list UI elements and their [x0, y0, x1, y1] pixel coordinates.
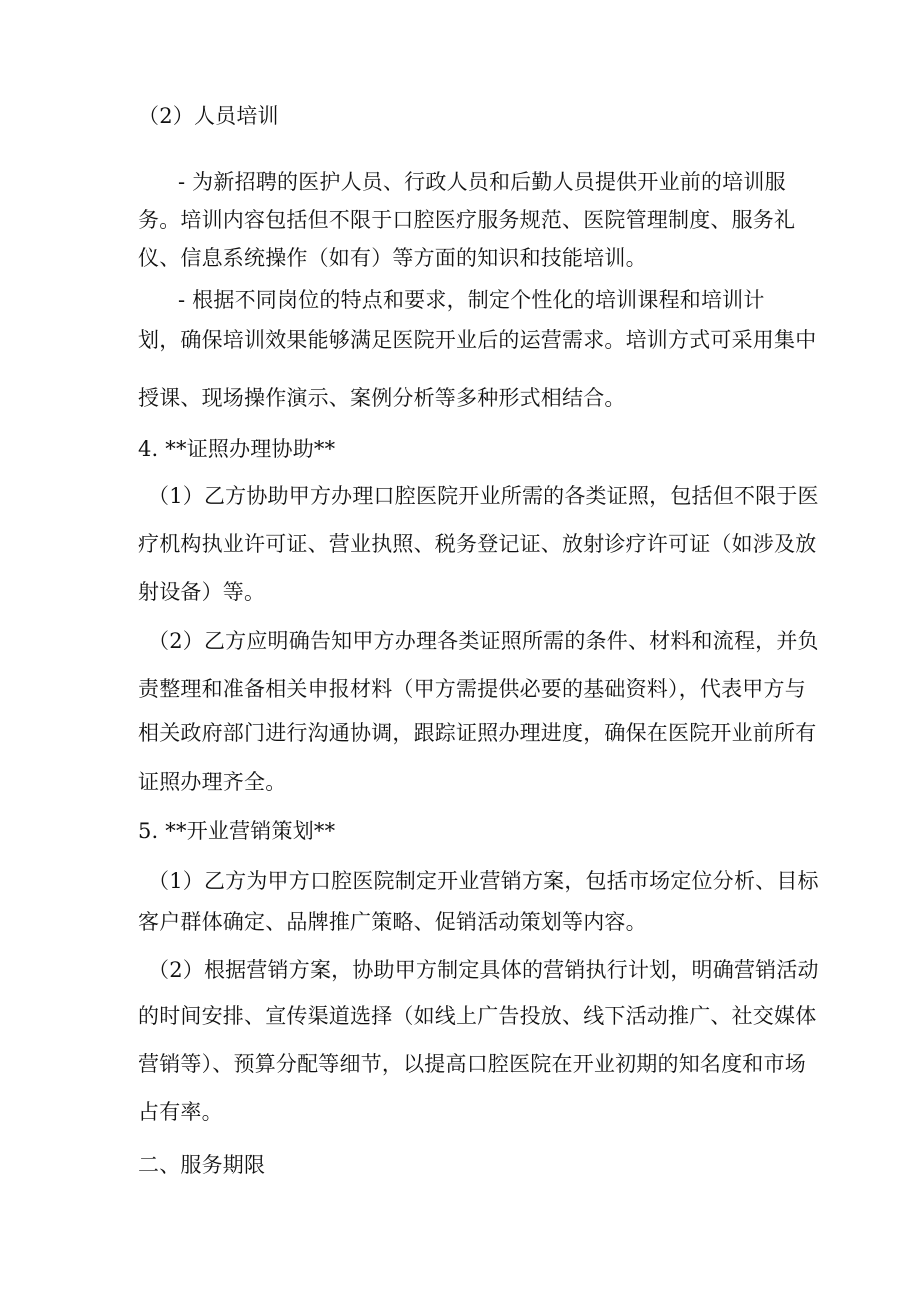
paragraph-line: 仪、信息系统操作（如有）等方面的知识和技能培训。 [138, 246, 647, 270]
paragraph-line: 占有率。 [138, 1100, 223, 1124]
paragraph-line: 营销等）、预算分配等细节，以提高口腔医院在开业初期的知名度和市场 [138, 1052, 806, 1076]
paragraph-line: （2）乙方应明确告知甲方办理各类证照所需的条件、材料和流程，并负 [148, 629, 819, 653]
paragraph-line: 的时间安排、宣传渠道选择（如线上广告投放、线下活动推广、社交媒体 [138, 1004, 817, 1028]
paragraph-line: （1）乙方协助甲方办理口腔医院开业所需的各类证照，包括但不限于医 [148, 484, 819, 508]
paragraph-line: - 根据不同岗位的特点和要求，制定个性化的培训课程和培训计 [178, 288, 765, 312]
section-heading-service-term: 二、服务期限 [138, 1153, 266, 1177]
paragraph-line: 务。培训内容包括但不限于口腔医疗服务规范、医院管理制度、服务礼 [138, 208, 796, 232]
paragraph-line: 划，确保培训效果能够满足医院开业后的运营需求。培训方式可采用集中 [138, 328, 817, 352]
section-heading-opening-marketing: 5. **开业营销策划** [138, 819, 336, 843]
paragraph-line: 射设备）等。 [138, 580, 266, 604]
paragraph-line: （1）乙方为甲方口腔医院制定开业营销方案，包括市场定位分析、目标 [148, 869, 819, 893]
paragraph-line: 相关政府部门进行沟通协调，跟踪证照办理进度，确保在医院开业前所有 [138, 721, 817, 745]
paragraph-line: 授课、现场操作演示、案例分析等多种形式相结合。 [138, 386, 626, 410]
paragraph-line: 客户群体确定、品牌推广策略、促销活动策划等内容。 [138, 910, 647, 934]
section-heading-license-assistance: 4. **证照办理协助** [138, 437, 336, 461]
paragraph-line: （2）根据营销方案，协助甲方制定具体的营销执行计划，明确营销活动 [148, 958, 819, 982]
subsection-heading-staff-training: （2）人员培训 [138, 104, 279, 128]
paragraph-line: 证照办理齐全。 [138, 770, 287, 794]
paragraph-line: - 为新招聘的医护人员、行政人员和后勤人员提供开业前的培训服 [178, 170, 786, 194]
paragraph-line: 责整理和准备相关申报材料（甲方需提供必要的基础资料），代表甲方与 [138, 677, 806, 701]
paragraph-line: 疗机构执业许可证、营业执照、税务登记证、放射诊疗许可证（如涉及放 [138, 532, 817, 556]
